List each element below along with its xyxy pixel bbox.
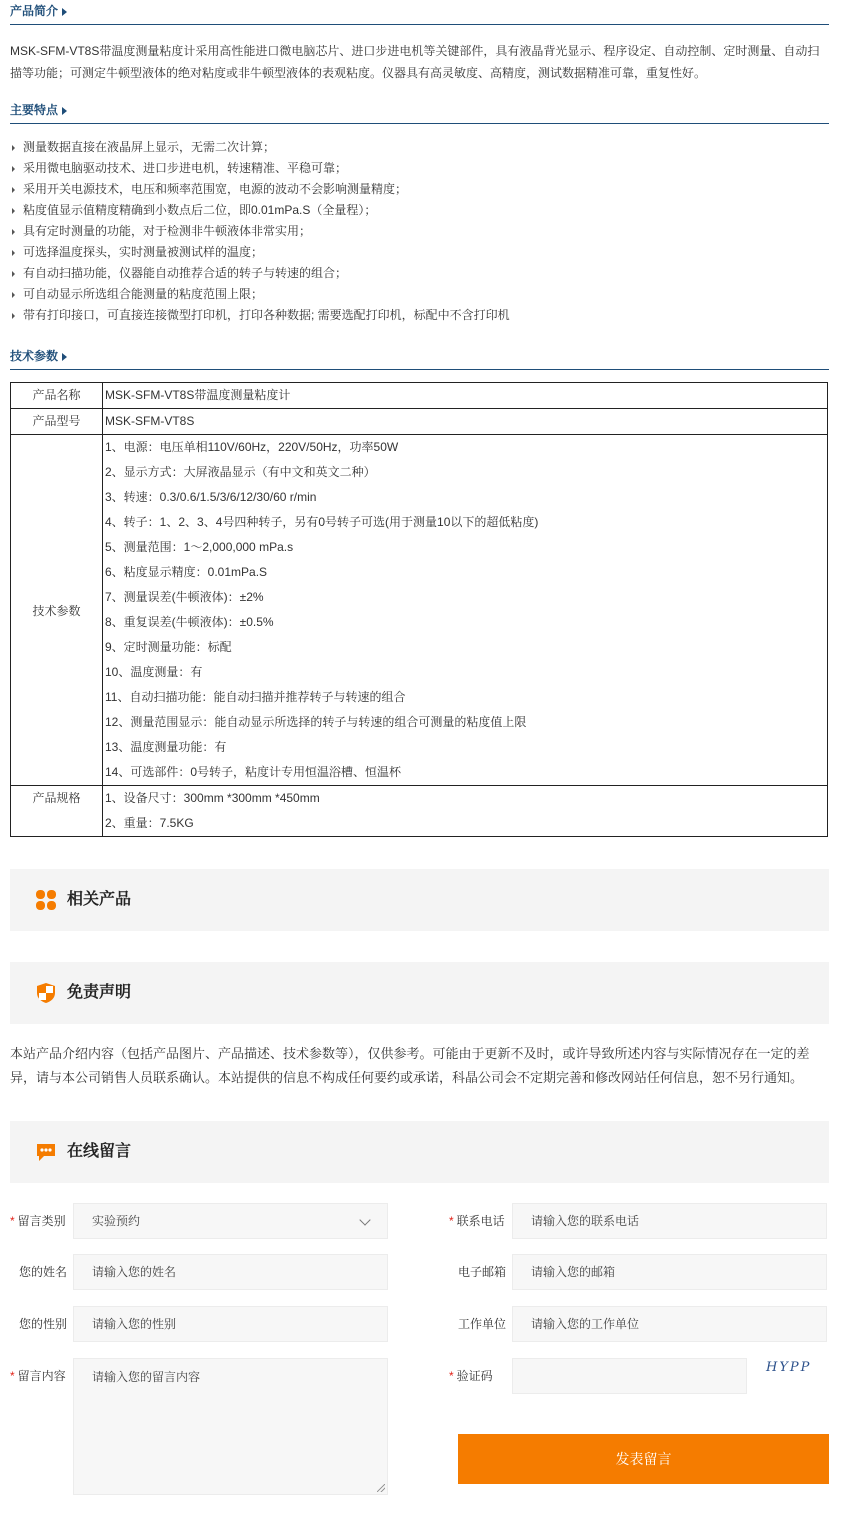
section-title-spec-text: 技术参数 bbox=[10, 349, 59, 363]
feature-item: 可自动显示所选组合能测量的粘度范围上限； bbox=[10, 284, 829, 305]
section-title-intro-text: 产品简介 bbox=[10, 4, 59, 18]
company-label: 工作单位 bbox=[458, 1317, 507, 1331]
feature-item: 测量数据直接在液晶屏上显示，无需二次计算； bbox=[10, 137, 829, 158]
feature-item: 粘度值显示值精度精确到小数点后二位，即0.01mPa.S（全量程）； bbox=[10, 200, 829, 221]
bullet-icon bbox=[12, 313, 15, 319]
bullet-icon bbox=[12, 166, 15, 172]
section-title-spec bbox=[10, 345, 829, 370]
section-title-intro bbox=[10, 0, 829, 25]
spec-param-line: 4、转子：1、2、3、4号四种转子，另有0号转子可选(用于测量10以下的超低粘度) bbox=[105, 515, 539, 529]
related-products-title: 相关产品 bbox=[67, 891, 132, 908]
bullet-icon bbox=[12, 187, 15, 193]
feature-item: 采用开关电源技术，电压和频率范围宽，电源的波动不会影响测量精度； bbox=[10, 179, 829, 200]
company-input[interactable]: 请输入您的工作单位 bbox=[512, 1306, 827, 1342]
feature-item: 可选择温度探头，实时测量被测试样的温度； bbox=[10, 242, 829, 263]
name-label: 您的姓名 bbox=[19, 1265, 68, 1279]
section-title-features-text: 主要特点 bbox=[10, 103, 59, 117]
spec-param-line: 7、测量误差(牛顿液体)：±2% bbox=[105, 590, 264, 604]
feature-item: 有自动扫描功能，仪器能自动推荐合适的转子与转速的组合； bbox=[10, 263, 829, 284]
triangle-right-icon bbox=[62, 8, 67, 16]
captcha-label: * 验证码 bbox=[449, 1369, 493, 1383]
chevron-down-icon bbox=[359, 1214, 370, 1225]
section-title-features bbox=[10, 99, 829, 124]
spec-key: 技术参数 bbox=[11, 435, 103, 786]
bullet-icon bbox=[12, 208, 15, 214]
submit-button[interactable]: 发表留言 bbox=[458, 1434, 829, 1484]
content-textarea[interactable] bbox=[73, 1358, 388, 1495]
captcha-image[interactable]: HYPP bbox=[766, 1360, 812, 1375]
content-placeholder: 请输入您的留言内容 bbox=[92, 1370, 201, 1384]
disclaimer-header bbox=[10, 962, 829, 1024]
spec-param-line: 12、测量范围显示：能自动显示所选择的转子与转速的组合可测量的粘度值上限 bbox=[105, 715, 527, 729]
spec-key: 产品型号 bbox=[11, 409, 103, 435]
gender-label: 您的性别 bbox=[19, 1317, 68, 1331]
spec-value: MSK-SFM-VT8S bbox=[103, 409, 828, 435]
spec-param-line: 8、重复误差(牛顿液体)：±0.5% bbox=[105, 615, 274, 629]
gender-input[interactable]: 请输入您的性别 bbox=[73, 1306, 388, 1342]
feature-item: 具有定时测量的功能，对于检测非牛顿液体非常实用； bbox=[10, 221, 829, 242]
category-select[interactable] bbox=[73, 1203, 388, 1239]
table-row bbox=[11, 409, 828, 435]
resize-handle-icon[interactable] bbox=[377, 1484, 385, 1492]
spec-value: MSK-SFM-VT8S带温度测量粘度计 bbox=[103, 383, 828, 409]
disclaimer-text: 本站产品介绍内容（包括产品图片、产品描述、技术参数等），仅供参考。可能由于更新不及时，或许导致所述内容与实际情况存在一定的差异，请与本公司销售人员联系确认。本站提供的信息不构成任何要约或承诺，科晶公司会不定期完善和修改网站任何信息，恕不另行通知。 bbox=[10, 1046, 810, 1085]
feature-item: 带有打印接口，可直接连接微型打印机，打印各种数据; 需要选配打印机，标配中不含打印机 bbox=[10, 305, 829, 326]
spec-param-line: 6、粘度显示精度：0.01mPa.S bbox=[105, 565, 268, 579]
table-row bbox=[11, 435, 828, 786]
intro-text: MSK-SFM-VT8S带温度测量粘度计采用高性能进口微电脑芯片、进口步进电机等关键部件，具有液晶背光显示、程序设定、自动控制、定时测量、自动扫描等功能；可测定牛顿型液体的绝对粘度或非牛顿型液体的表观粘度。仪器具有高灵敏度、高精度，测试数据精准可靠，重复性好。 bbox=[10, 44, 820, 80]
bullet-icon bbox=[12, 250, 15, 256]
content-label: * 留言内容 bbox=[10, 1369, 66, 1383]
spec-param-line: 14、可选部件：0号转子，粘度计专用恒温浴槽、恒温杯 bbox=[105, 765, 402, 779]
phone-label: * 联系电话 bbox=[449, 1214, 505, 1228]
table-row bbox=[11, 786, 828, 837]
spec-param-line: 5、测量范围：1～2,000,000 mPa.s bbox=[105, 540, 294, 554]
spec-param-line: 2、显示方式：大屏液晶显示（有中文和英文二种） bbox=[105, 465, 376, 479]
spec-size-line: 2、重量：7.5KG bbox=[105, 816, 194, 830]
email-input[interactable]: 请输入您的邮箱 bbox=[512, 1254, 827, 1290]
triangle-right-icon bbox=[62, 107, 67, 115]
spec-table bbox=[10, 382, 828, 837]
features-list bbox=[10, 137, 829, 326]
bullet-icon bbox=[12, 292, 15, 298]
spec-param-line: 9、定时测量功能：标配 bbox=[105, 640, 232, 654]
category-select-value: 实验预约 bbox=[92, 1214, 141, 1228]
table-row bbox=[11, 383, 828, 409]
category-label: * 留言类别 bbox=[10, 1214, 66, 1228]
feature-item: 采用微电脑驱动技术、进口步进电机，转速精准、平稳可靠； bbox=[10, 158, 829, 179]
disclaimer-title: 免责声明 bbox=[67, 984, 132, 1001]
spec-param-line: 10、温度测量：有 bbox=[105, 665, 203, 679]
four-petal-icon bbox=[35, 889, 57, 911]
bullet-icon bbox=[12, 229, 15, 235]
spec-size bbox=[103, 786, 828, 837]
spec-key: 产品规格 bbox=[11, 786, 103, 837]
spec-size-line: 1、设备尺寸：300mm *300mm *450mm bbox=[105, 791, 320, 805]
captcha-input[interactable] bbox=[512, 1358, 747, 1394]
triangle-right-icon bbox=[62, 353, 67, 361]
related-products-header bbox=[10, 869, 829, 931]
shield-icon bbox=[35, 982, 57, 1004]
spec-param-line: 13、温度测量功能：有 bbox=[105, 740, 227, 754]
spec-param-line: 1、电源：电压单相110V/60Hz，220V/50Hz，功率50W bbox=[105, 440, 399, 454]
bullet-icon bbox=[12, 145, 15, 151]
spec-param-line: 3、转速：0.3/0.6/1.5/3/6/12/30/60 r/min bbox=[105, 490, 317, 504]
spec-key: 产品名称 bbox=[11, 383, 103, 409]
name-input[interactable]: 请输入您的姓名 bbox=[73, 1254, 388, 1290]
bullet-icon bbox=[12, 271, 15, 277]
message-title: 在线留言 bbox=[67, 1143, 132, 1160]
phone-input[interactable]: 请输入您的联系电话 bbox=[512, 1203, 827, 1239]
spec-param-line: 11、自动扫描功能：能自动扫描并推荐转子与转速的组合 bbox=[105, 690, 406, 704]
email-label: 电子邮箱 bbox=[458, 1265, 507, 1279]
spec-params bbox=[103, 435, 828, 786]
message-header bbox=[10, 1121, 829, 1183]
chat-bubble-icon bbox=[35, 1141, 57, 1163]
